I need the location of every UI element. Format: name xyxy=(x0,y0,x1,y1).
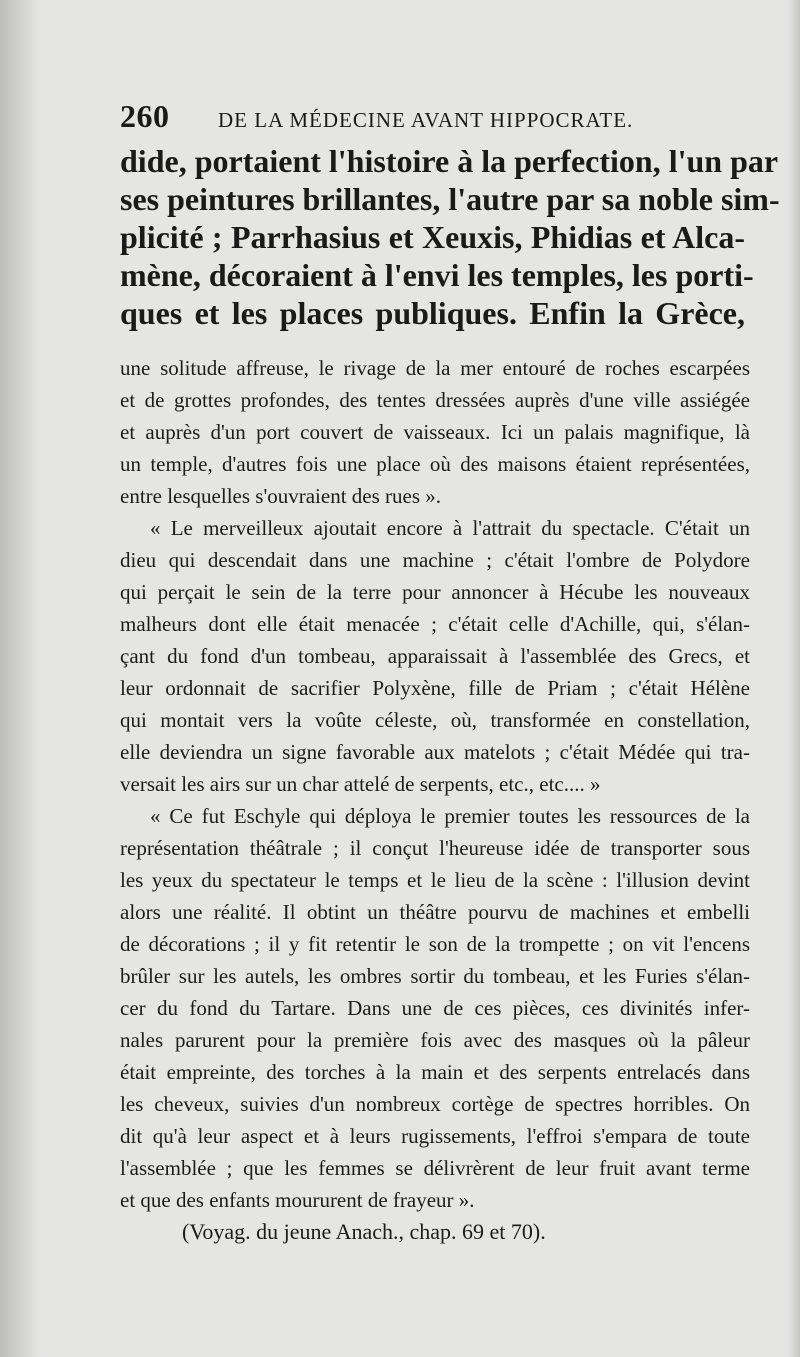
quote-line: les cheveux, suivies d'un nombreux cortège de spectres horribles. On xyxy=(120,1092,750,1116)
text-line: ses peintures brillantes, l'autre par sa noble sim- xyxy=(120,181,780,217)
quote-line: dieu qui descendait dans une machine ; c'était l'ombre de Polydore xyxy=(120,548,750,572)
quote-line: et auprès d'un port couvert de vaisseaux. Ici un palais magnifique, là xyxy=(120,420,750,444)
quote-line: versait les airs sur un char attelé de serpents, etc., etc.... » xyxy=(120,772,601,796)
quote-line: brûler sur les autels, les ombres sortir du tombeau, et les Furies s'élan- xyxy=(120,964,750,988)
quote-line: les yeux du spectateur le temps et le lieu de la scène : l'illusion devint xyxy=(120,868,750,892)
quote-line: représentation théâtrale ; il conçut l'heureuse idée de transporter sous xyxy=(120,836,750,860)
quote-line: « Le merveilleux ajoutait encore à l'attrait du spectacle. C'était un xyxy=(150,516,750,540)
quote-line: malheurs dont elle était menacée ; c'était celle d'Achille, qui, s'élan- xyxy=(120,612,750,636)
main-text-block xyxy=(120,142,780,332)
quote-line: qui perçait le sein de la terre pour annoncer à Hécube les nouveaux xyxy=(120,580,750,604)
quote-line: de décorations ; il y fit retentir le son de la trompette ; on vit l'encens xyxy=(120,932,750,956)
quote-line: nales parurent pour la première fois avec des masques où la pâleur xyxy=(120,1028,750,1052)
quote-line: entre lesquelles s'ouvraient des rues ». xyxy=(120,484,442,508)
quote-line: qui montait vers la voûte céleste, où, transformée en constellation, xyxy=(120,708,750,732)
running-title: DE LA MÉDECINE AVANT HIPPOCRATE. xyxy=(218,108,634,132)
text-line: plicité ; Parrhasius et Xeuxis, Phidias et Alca- xyxy=(120,219,745,255)
quote-line: alors une réalité. Il obtint un théâtre pourvu de machines et embelli xyxy=(120,900,750,924)
page-number: 260 xyxy=(120,98,170,134)
quote-line: et que des enfants moururent de frayeur ». xyxy=(120,1188,475,1212)
quote-line: dit qu'à leur aspect et à leurs rugissements, l'effroi s'empara de toute xyxy=(120,1124,750,1148)
quotation-block xyxy=(120,352,750,1248)
text-line: dide, portaient l'histoire à la perfection, l'un par xyxy=(120,143,779,179)
quote-line: l'assemblée ; que les femmes se délivrèrent de leur fruit avant terme xyxy=(120,1156,750,1180)
page-gutter-shadow xyxy=(0,0,40,1357)
quote-line: elle deviendra un signe favorable aux matelots ; c'était Médée qui tra- xyxy=(120,740,750,764)
quote-line: leur ordonnait de sacrifier Polyxène, fille de Priam ; c'était Hélène xyxy=(120,676,750,700)
quote-line: était empreinte, des torches à la main et des serpents entrelacés dans xyxy=(120,1060,750,1084)
quote-line: et de grottes profondes, des tentes dressées auprès d'une ville assiégée xyxy=(120,388,750,412)
quote-line: çant du fond d'un tombeau, apparaissait à l'assemblée des Grecs, et xyxy=(120,644,750,668)
quote-line: « Ce fut Eschyle qui déploya le premier toutes les ressources de la xyxy=(150,804,750,828)
page-edge-shadow xyxy=(788,0,800,1357)
text-line: mène, décoraient à l'envi les temples, les porti- xyxy=(120,257,754,293)
quote-line: cer du fond du Tartare. Dans une de ces pièces, ces divinités infer- xyxy=(120,996,750,1020)
text-line: ques et les places publiques. Enfin la Grèce, xyxy=(120,295,745,331)
quote-line: une solitude affreuse, le rivage de la mer entouré de roches escarpées xyxy=(120,356,750,380)
citation: (Voyag. du jeune Anach., chap. 69 et 70). xyxy=(182,1219,546,1244)
page-header xyxy=(120,98,740,142)
quote-line: un temple, d'autres fois une place où des maisons étaient représentées, xyxy=(120,452,750,476)
